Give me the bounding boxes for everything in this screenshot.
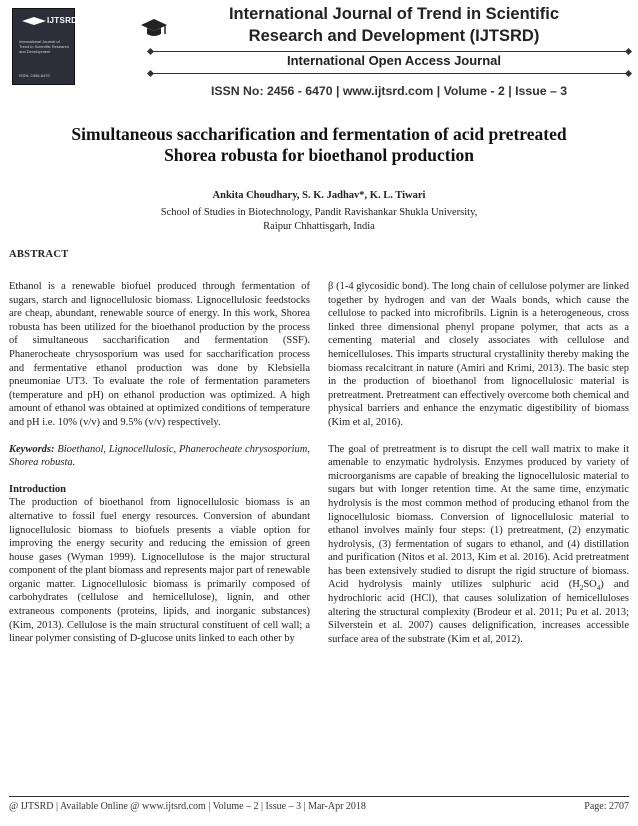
issn-line: ISSN No: 2456 - 6470 | www.ijtsrd.com | Volume - 2 | Issue – 3 (210, 84, 568, 98)
abstract-heading: ABSTRACT (9, 249, 69, 260)
affiliation-line1: School of Studies in Biotechnology, Pandit Ravishankar Shukla University, (160, 207, 478, 218)
journal-logo (12, 8, 78, 85)
logo-subtitle: International Journal of Trend in Scientific Research and Development (19, 39, 69, 54)
rule-diamond-icon (625, 70, 632, 77)
page-number: Page: 2707 (584, 801, 629, 812)
header-rule-top (150, 51, 628, 52)
graduation-cap-icon (22, 17, 46, 27)
right-paragraph-1: β (1-4 glycosidic bond). The long chain of cellulose polymer are linked together by hydrogen and van der Waals bonds, which cause the cellulose to packed into microfibrils. Lignin is a heterogeneous, cross linked three dimensional phenyl propane polymer, that acts as a cementing material and closely associates with cellulose and hemicelluloses. This imparts structural crystallinity thereby making the biomass recalcitrant in nature (Amiri and Krimi, 2013). The basic step in the production of bioethanol from lignocellulosic material is pretreatment. Pretreatment can effectively overcome both chemical and physical barriers and enhance the enzymatic digestibility of biomass (Kim et al, 2016). (328, 281, 629, 428)
journal-title-line1: International Journal of Trend in Scientific (228, 5, 560, 23)
keywords (9, 443, 310, 470)
paper-title-line1: Simultaneous saccharification and fermentation of acid pretreated (71, 124, 567, 144)
header-rule-bottom (150, 73, 628, 74)
footer-citation: @ IJTSRD | Available Online @ www.ijtsrd.com | Volume – 2 | Issue – 3 | Mar-Apr 2018 (9, 801, 366, 812)
abstract-text: Ethanol is a renewable biofuel produced through fermentation of sugars, starch and lignocellulosic biomass. Lignocellulosic feedstocks are cheap, abundant, renewable source of energy. In this work, Shorea robusta has been utilized for the bioethanol production by the process of simultaneous saccharification and fermentation (SSF). Phanerocheate chrysosporium was used for saccharification process and fermentative ethanol production was done by Klebsiella pneumoniae UT3. To evaluate the role of fermentation parameters (temperature and pH) on ethanol production was optimized. A high amount of ethanol was obtained at optimized conditions of temperature and pH i.e. 10% (v/v) and 9.5% (v/v) respectively. (9, 281, 310, 428)
intro-text: The production of bioethanol from lignocellulosic biomass is an alternative to fossil fuel energy resources. Conversion of abundant lignocellulosic biomass to biofuels presents a viable option for improving the energy security and reducing the emission of green house gases (Wyman 1999). Lignocellulose is the major structural component of the plant biomass and represents major part of renewable organic matter. Lignocellulosic biomass is primarily composed of carbohydrates (cellulose and hemicellulose), lignin, and other extraneous components (proteins, lipids, and inorganic substances) (Kim, 2013). Cellulose is the main structural constituent of cell wall; a linear polymer consisting of D-glucose units linked to each other by (9, 497, 310, 645)
footer-rule (9, 796, 629, 797)
intro-heading: Introduction (9, 483, 66, 495)
logo-issn: ISSN: 2456-6470 (19, 73, 50, 78)
paper-title-line2: Shorea robusta for bioethanol production (164, 145, 474, 165)
author-list: Ankita Choudhary, S. K. Jadhav*, K. L. Tiwari (212, 190, 426, 201)
right-column (328, 280, 629, 646)
affiliation (40, 206, 598, 234)
affiliation-line2: Raipur Chhattisgarh, India (263, 221, 375, 232)
left-column (9, 280, 310, 646)
right-paragraph-2: The goal of pretreatment is to disrupt the cell wall matrix to make it amenable to enzymatic hydrolysis. Enzymes produced by variety of microorganisms are capable of breaking the lignocellulosic material to sugars but with longer retention time. At the same time, enzymatic hydrolysis is the most common method of producing ethanol from the lignocellulosic biomass. Conversion of lignocellulosic material to ethanol involves mainly four steps: (1) pretreatment, (2) enzymatic hydrolysis, (3) fermentation of sugars to ethanol, and (4) distillation and purification (Nitos et al. 2013, Kim et al. 2016). Acid pretreatment has been extensively studied to disrupt the rigid structure of biomass. Acid hydrolysis mainly utilizes sulphuric acid $(H_2SO_4)$ and hydrochloric acid (HCl), that causes solulization of hemicelluloses altering the structural complexity (Brodeur et al. 2011; Pu et al. 2013; Silverstein et al. 2007) causes delignification, increases accessible surface area of the substrate (Kim et al, 2012). (328, 443, 629, 645)
logo-text: IJTSRD (47, 16, 78, 25)
keywords-label: Keywords: (9, 443, 55, 455)
paper-title (30, 124, 608, 166)
rule-diamond-icon (147, 70, 154, 77)
keywords-text: Bioethanol, Lignocellulosic, Phanerocheate chrysosporium, Shorea robusta. (9, 443, 311, 469)
journal-title-line2: Research and Development (IJTSRD) (248, 27, 540, 45)
open-access-label: International Open Access Journal (286, 53, 502, 68)
